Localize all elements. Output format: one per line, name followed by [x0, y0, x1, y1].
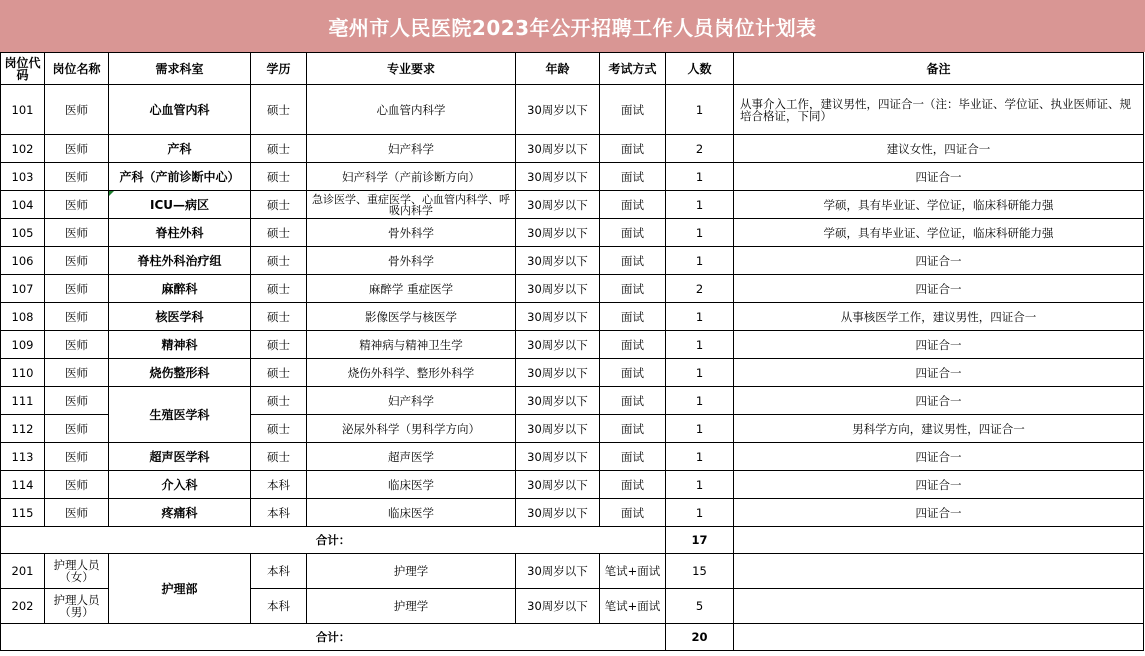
header-major[interactable]: 专业要求	[307, 53, 516, 85]
cell-age[interactable]: 30周岁以下	[516, 247, 600, 275]
cell-major[interactable]: 精神病与精神卫生学	[307, 331, 516, 359]
cell-code[interactable]: 202	[1, 589, 45, 624]
cell-dept[interactable]: 产科（产前诊断中心）	[109, 163, 251, 191]
cell-exam[interactable]: 笔试+面试	[600, 589, 666, 624]
cell-count[interactable]: 1	[666, 499, 734, 527]
cell-dept[interactable]: 护理部	[109, 554, 251, 624]
cell-exam[interactable]: 面试	[600, 471, 666, 499]
cell-age[interactable]: 30周岁以下	[516, 589, 600, 624]
subtotal-label[interactable]: 合计：	[1, 527, 666, 554]
cell-code[interactable]: 201	[1, 554, 45, 589]
table-row	[1, 303, 1144, 331]
cell-age[interactable]: 30周岁以下	[516, 499, 600, 527]
cell-name[interactable]: 医师	[45, 191, 109, 219]
cell-age[interactable]: 30周岁以下	[516, 275, 600, 303]
subtotal-value[interactable]: 20	[666, 624, 734, 651]
cell-exam[interactable]: 面试	[600, 331, 666, 359]
cell-code[interactable]: 102	[1, 135, 45, 163]
table-row	[1, 219, 1144, 247]
cell-major[interactable]: 急诊医学、重症医学、心血管内科学、呼吸内科学	[307, 191, 516, 219]
cell-code[interactable]: 114	[1, 471, 45, 499]
cell-major[interactable]: 临床医学	[307, 471, 516, 499]
cell-dept[interactable]: 介入科	[109, 471, 251, 499]
subtotal-remark[interactable]	[734, 624, 1144, 651]
header-exam[interactable]: 考试方式	[600, 53, 666, 85]
cell-dept[interactable]: 疼痛科	[109, 499, 251, 527]
header-row	[1, 53, 1144, 85]
cell-name[interactable]: 医师	[45, 499, 109, 527]
cell-dept[interactable]: 产科	[109, 135, 251, 163]
cell-age[interactable]: 30周岁以下	[516, 191, 600, 219]
cell-exam[interactable]: 面试	[600, 219, 666, 247]
cell-dept[interactable]: 脊柱外科治疗组	[109, 247, 251, 275]
cell-edu[interactable]: 本科	[251, 554, 307, 589]
cell-count[interactable]: 1	[666, 331, 734, 359]
cell-remark[interactable]: 从事介入工作，建议男性，四证合一（注：毕业证、学位证、执业医师证、规培合格证，下同）	[734, 85, 1144, 135]
cell-remark[interactable]: 从事核医学工作，建议男性，四证合一	[734, 303, 1144, 331]
cell-major[interactable]: 临床医学	[307, 499, 516, 527]
cell-age[interactable]: 30周岁以下	[516, 415, 600, 443]
cell-remark[interactable]: 学硕，具有毕业证、学位证，临床科研能力强	[734, 219, 1144, 247]
header-dept[interactable]: 需求科室	[109, 53, 251, 85]
cell-code[interactable]: 110	[1, 359, 45, 387]
cell-major[interactable]: 麻醉学 重症医学	[307, 275, 516, 303]
table-row	[1, 359, 1144, 387]
cell-major[interactable]: 护理学	[307, 554, 516, 589]
cell-code[interactable]: 113	[1, 443, 45, 471]
cell-code[interactable]: 105	[1, 219, 45, 247]
cell-dept[interactable]: 烧伤整形科	[109, 359, 251, 387]
header-count[interactable]: 人数	[666, 53, 734, 85]
cell-age[interactable]: 30周岁以下	[516, 554, 600, 589]
header-name[interactable]: 岗位名称	[45, 53, 109, 85]
cell-name[interactable]: 护理人员（男）	[45, 589, 109, 624]
comment-marker-icon	[109, 191, 114, 196]
cell-exam[interactable]: 面试	[600, 191, 666, 219]
cell-count[interactable]: 1	[666, 247, 734, 275]
table-row	[1, 85, 1144, 135]
cell-exam[interactable]: 面试	[600, 135, 666, 163]
cell-code[interactable]: 106	[1, 247, 45, 275]
cell-remark[interactable]	[734, 554, 1144, 589]
cell-exam[interactable]: 笔试+面试	[600, 554, 666, 589]
table-row	[1, 471, 1144, 499]
header-age[interactable]: 年龄	[516, 53, 600, 85]
cell-age[interactable]: 30周岁以下	[516, 135, 600, 163]
cell-count[interactable]: 1	[666, 219, 734, 247]
cell-dept[interactable]: 超声医学科	[109, 443, 251, 471]
cell-exam[interactable]: 面试	[600, 85, 666, 135]
cell-remark[interactable]: 学硕，具有毕业证、学位证，临床科研能力强	[734, 191, 1144, 219]
cell-edu[interactable]: 硕士	[251, 275, 307, 303]
cell-edu[interactable]: 硕士	[251, 163, 307, 191]
cell-dept[interactable]: 生殖医学科	[109, 387, 251, 443]
cell-count[interactable]: 2	[666, 275, 734, 303]
table-row	[1, 331, 1144, 359]
cell-remark[interactable]: 四证合一	[734, 471, 1144, 499]
cell-count[interactable]: 1	[666, 191, 734, 219]
cell-code[interactable]: 115	[1, 499, 45, 527]
cell-major[interactable]: 心血管内科学	[307, 85, 516, 135]
table-row	[1, 443, 1144, 471]
cell-remark[interactable]: 四证合一	[734, 499, 1144, 527]
cell-code[interactable]: 112	[1, 415, 45, 443]
cell-remark[interactable]: 建议女性，四证合一	[734, 135, 1144, 163]
cell-edu[interactable]: 硕士	[251, 135, 307, 163]
cell-major[interactable]: 骨外科学	[307, 247, 516, 275]
cell-code[interactable]: 107	[1, 275, 45, 303]
cell-edu[interactable]: 本科	[251, 499, 307, 527]
cell-age[interactable]: 30周岁以下	[516, 303, 600, 331]
subtotal-label[interactable]: 合计：	[1, 624, 666, 651]
cell-name[interactable]: 医师	[45, 471, 109, 499]
cell-dept[interactable]: 脊柱外科	[109, 219, 251, 247]
cell-age[interactable]: 30周岁以下	[516, 387, 600, 415]
cell-edu[interactable]: 硕士	[251, 359, 307, 387]
cell-name[interactable]: 医师	[45, 247, 109, 275]
cell-age[interactable]: 30周岁以下	[516, 163, 600, 191]
cell-name[interactable]: 医师	[45, 163, 109, 191]
table-row	[1, 554, 1144, 589]
cell-name[interactable]: 医师	[45, 303, 109, 331]
cell-count[interactable]: 1	[666, 471, 734, 499]
cell-edu[interactable]: 硕士	[251, 331, 307, 359]
table-row	[1, 247, 1144, 275]
cell-code[interactable]: 101	[1, 85, 45, 135]
cell-name[interactable]: 医师	[45, 359, 109, 387]
subtotal-row	[1, 527, 1144, 554]
cell-dept[interactable]: 精神科	[109, 331, 251, 359]
header-remark[interactable]: 备注	[734, 53, 1144, 85]
table-row	[1, 163, 1144, 191]
cell-count[interactable]: 15	[666, 554, 734, 589]
cell-remark[interactable]: 四证合一	[734, 163, 1144, 191]
cell-code[interactable]: 108	[1, 303, 45, 331]
cell-dept-text: ICU—病区	[149, 197, 210, 212]
cell-major[interactable]: 影像医学与核医学	[307, 303, 516, 331]
cell-count[interactable]: 1	[666, 359, 734, 387]
cell-major[interactable]: 泌尿外科学（男科学方向）	[307, 415, 516, 443]
cell-count[interactable]: 5	[666, 589, 734, 624]
cell-exam[interactable]: 面试	[600, 359, 666, 387]
cell-count[interactable]: 2	[666, 135, 734, 163]
table-row	[1, 499, 1144, 527]
cell-exam[interactable]: 面试	[600, 499, 666, 527]
cell-exam[interactable]: 面试	[600, 163, 666, 191]
cell-remark[interactable]: 四证合一	[734, 331, 1144, 359]
table-row	[1, 135, 1144, 163]
cell-name[interactable]: 医师	[45, 331, 109, 359]
cell-exam[interactable]: 面试	[600, 415, 666, 443]
cell-age[interactable]: 30周岁以下	[516, 443, 600, 471]
cell-name[interactable]: 医师	[45, 219, 109, 247]
cell-edu[interactable]: 硕士	[251, 85, 307, 135]
cell-major[interactable]: 妇产科学	[307, 387, 516, 415]
cell-age[interactable]: 30周岁以下	[516, 85, 600, 135]
cell-remark[interactable]: 四证合一	[734, 247, 1144, 275]
cell-exam[interactable]: 面试	[600, 303, 666, 331]
cell-age[interactable]: 30周岁以下	[516, 331, 600, 359]
cell-edu[interactable]: 硕士	[251, 219, 307, 247]
cell-edu[interactable]: 本科	[251, 471, 307, 499]
cell-major[interactable]: 护理学	[307, 589, 516, 624]
table-row	[1, 387, 1144, 415]
header-edu[interactable]: 学历	[251, 53, 307, 85]
cell-remark[interactable]: 四证合一	[734, 387, 1144, 415]
cell-code[interactable]: 109	[1, 331, 45, 359]
cell-count[interactable]: 1	[666, 303, 734, 331]
cell-count[interactable]: 1	[666, 443, 734, 471]
cell-code[interactable]: 103	[1, 163, 45, 191]
cell-count[interactable]: 1	[666, 163, 734, 191]
cell-major[interactable]: 骨外科学	[307, 219, 516, 247]
cell-name[interactable]: 医师	[45, 387, 109, 415]
cell-name[interactable]: 医师	[45, 275, 109, 303]
cell-exam[interactable]: 面试	[600, 443, 666, 471]
cell-remark[interactable]	[734, 589, 1144, 624]
cell-exam[interactable]: 面试	[600, 387, 666, 415]
cell-remark[interactable]: 男科学方向，建议男性，四证合一	[734, 415, 1144, 443]
cell-edu[interactable]: 硕士	[251, 387, 307, 415]
subtotal-remark[interactable]	[734, 527, 1144, 554]
recruitment-table	[0, 52, 1144, 651]
table-row	[1, 275, 1144, 303]
cell-code[interactable]: 104	[1, 191, 45, 219]
cell-name[interactable]: 医师	[45, 415, 109, 443]
cell-dept[interactable]: 麻醉科	[109, 275, 251, 303]
cell-code[interactable]: 111	[1, 387, 45, 415]
cell-remark[interactable]: 四证合一	[734, 359, 1144, 387]
cell-count[interactable]: 1	[666, 387, 734, 415]
cell-count[interactable]: 1	[666, 415, 734, 443]
subtotal-value[interactable]: 17	[666, 527, 734, 554]
page-title: 亳州市人民医院2023年公开招聘工作人员岗位计划表	[0, 0, 1145, 52]
cell-edu[interactable]: 硕士	[251, 303, 307, 331]
cell-name[interactable]: 医师	[45, 85, 109, 135]
cell-major[interactable]: 妇产科学	[307, 135, 516, 163]
cell-edu[interactable]: 硕士	[251, 415, 307, 443]
cell-remark[interactable]: 四证合一	[734, 443, 1144, 471]
cell-dept[interactable]	[109, 191, 251, 219]
header-code[interactable]: 岗位代码	[1, 53, 45, 85]
cell-edu[interactable]: 硕士	[251, 191, 307, 219]
cell-name[interactable]: 医师	[45, 135, 109, 163]
cell-edu[interactable]: 本科	[251, 589, 307, 624]
cell-major[interactable]: 烧伤外科学、整形外科学	[307, 359, 516, 387]
cell-exam[interactable]: 面试	[600, 247, 666, 275]
cell-name[interactable]: 医师	[45, 443, 109, 471]
cell-dept[interactable]: 核医学科	[109, 303, 251, 331]
cell-major[interactable]: 妇产科学（产前诊断方向）	[307, 163, 516, 191]
table-row	[1, 191, 1144, 219]
cell-remark[interactable]: 四证合一	[734, 275, 1144, 303]
cell-age[interactable]: 30周岁以下	[516, 471, 600, 499]
cell-major[interactable]: 超声医学	[307, 443, 516, 471]
cell-name[interactable]: 护理人员（女）	[45, 554, 109, 589]
subtotal-row	[1, 624, 1144, 651]
cell-count[interactable]: 1	[666, 85, 734, 135]
cell-edu[interactable]: 硕士	[251, 443, 307, 471]
cell-dept[interactable]: 心血管内科	[109, 85, 251, 135]
cell-exam[interactable]: 面试	[600, 275, 666, 303]
cell-age[interactable]: 30周岁以下	[516, 359, 600, 387]
cell-edu[interactable]: 硕士	[251, 247, 307, 275]
cell-age[interactable]: 30周岁以下	[516, 219, 600, 247]
